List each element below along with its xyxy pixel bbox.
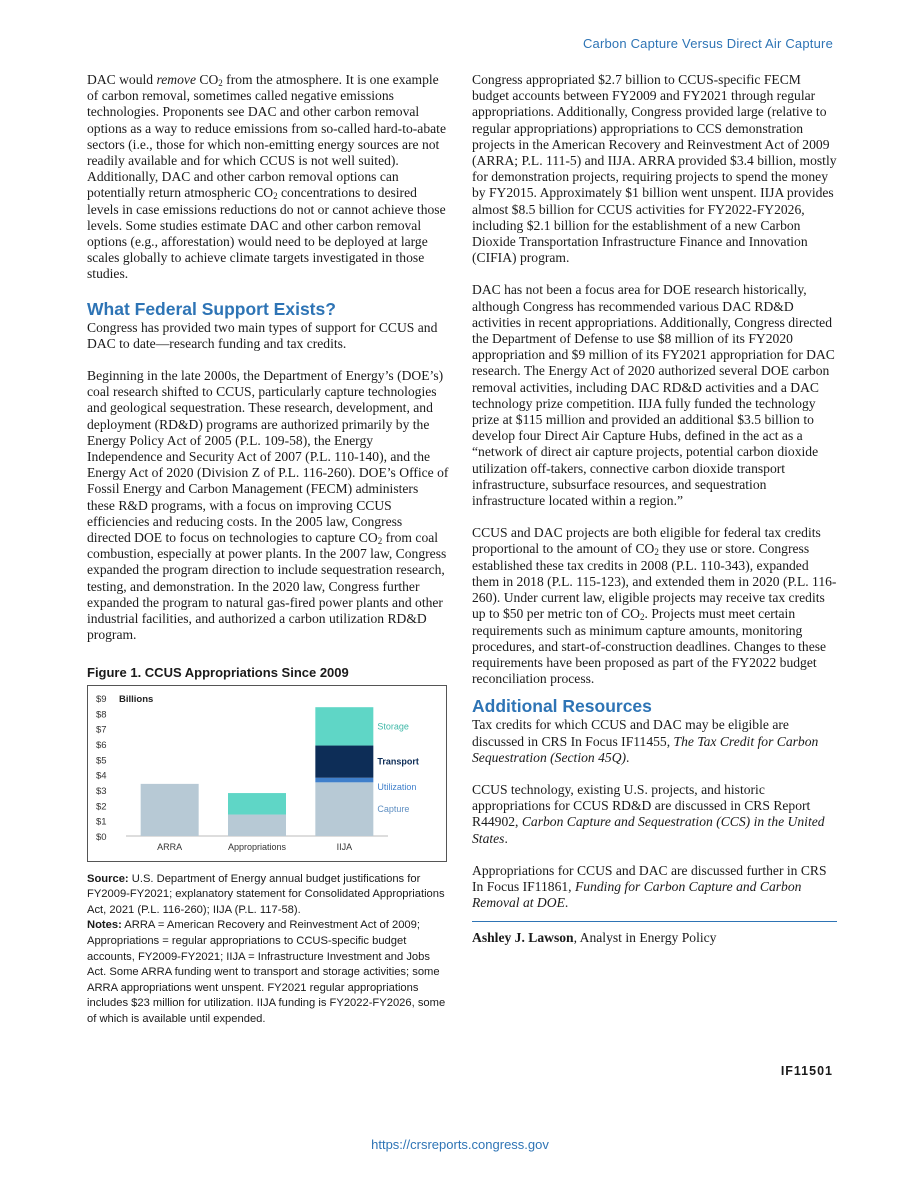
paragraph-appropriations: Congress appropriated $2.7 billion to CCUS-specific FECM budget accounts between FY2009 and FY2021 through regular appropriations. Additionally, Congress provided large (relative to regular appropriations) appropriations to CCS demonstration projects in the American Recovery and Reinvestment Act of 2009 (ARRA; P.L. 111-5) and IIJA. ARRA provided $3.4 billion, mostly for demonstration projects, requiring projects to spend the money by FY2015. Approximately $1 billion went unspent. IIJA provides almost $8.5 billion for CCUS activities for FY2022-FY2026, including $2.1 billion for the establishment of a new Carbon Dioxide Transportation Infrastructure Finance and Innovation (CIFIA) program. <box>472 72 837 266</box>
resource-ccs-report: CCUS technology, existing U.S. projects, and historic appropriations for CCUS RD&D are discussed in CRS Report R44902, Carbon Capture and Sequestration (CCS) in the United States. <box>472 781 825 846</box>
figure-notes <box>87 872 449 1028</box>
y-axis-label: Billions <box>119 693 154 705</box>
bar-capture-iija <box>315 782 373 836</box>
figure-title: Figure 1. CCUS Appropriations Since 2009 <box>87 664 349 680</box>
bar-storage-appropriations <box>228 793 286 814</box>
product-code: IF11501 <box>780 1064 833 1078</box>
y-tick-label: $1 <box>96 816 107 828</box>
bar-storage-iija <box>315 707 373 745</box>
bar-utilization-iija <box>315 777 373 782</box>
y-tick-label: $9 <box>96 693 107 705</box>
paragraph-support-types: Congress has provided two main types of support for CCUS and DAC to date—research funding and tax credits. <box>87 319 438 351</box>
legend-label-utilization: Utilization <box>377 781 417 792</box>
section-heading-federal-support: What Federal Support Exists? <box>87 298 336 319</box>
paragraph-dac-removal: DAC would remove $CO_2$ from the atmosphere. It is one example of carbon removal, sometimes called negative emissions technologies. Proponents see DAC and other carbon removal options as a way to reduce emissions from so-called hard-to-abate sectors (i.e., those for which non-emitting energy sources are not readily available and for which CCUS is not well suited). Additionally, DAC and other carbon removal options can potentially return atmospheric $CO_2$ concentrations to desired levels in case emissions reductions do not or cannot achieve those levels. Some studies estimate DAC and other carbon removal options (e.g., afforestation) would need to be deployed at large scales globally to achieve climate targets investigated in those studies. <box>87 72 446 282</box>
source-note: Source: U.S. Department of Energy annual budget justifications for FY2009-FY2021; explanatory statement for Consolidated Appropriations Act, 2021 (P.L. 116-260); IIJA (P.L. 117-58). <box>87 872 445 916</box>
legend-label-transport: Transport <box>377 756 419 767</box>
footer-url[interactable]: https://crsreports.congress.gov <box>371 1137 549 1152</box>
right-column <box>472 72 837 947</box>
chart-svg <box>88 686 446 861</box>
paragraph-tax-credits: CCUS and DAC projects are both eligible for federal tax credits proportional to the amount of $CO_2$ they use or store. Congress established these tax credits in 2008 (P.L. 110-343), expanded them in 2018 (P.L. 115-123), and extended them in 2020 (P.L. 116-260). Under current law, eligible projects may receive tax credits up to $50 per metric ton of $CO_2$. Projects must meet certain requirements such as minimum capture amounts, monitoring procedures, and start-of-construction deadlines. Changes to these requirements have been proposed as part of the FY2022 budget reconciliation process. <box>472 525 837 687</box>
bar-capture-appropriations <box>228 814 286 835</box>
bar-transport-iija <box>315 745 373 777</box>
y-tick-label: $2 <box>96 801 107 813</box>
y-tick-label: $0 <box>96 831 107 843</box>
paragraph-doe-research: Beginning in the late 2000s, the Department of Energy’s (DOE’s) coal research shifted to CCUS, particularly capture technologies and geological sequestration. These research, development, and deployment (RD&D) programs are authorized primarily by the Energy Policy Act of 2005 (P.L. 109-58), the Energy Independence and Security Act of 2007 (P.L. 110-140), and the Energy Act of 2020 (Division Z of P.L. 116-260). DOE’s Office of Fossil Energy and Carbon Management (FECM) administers these R&D programs, with a focus on improving CCUS efficiencies and reducing costs. In the 2005 law, Congress directed DOE to focus on technologies to capture $CO_2$ from coal combustion, especially at power plants. In the 2007 law, Congress expanded the program direction to include sequestration research, testing, and demonstration. In the 2020 law, Congress further expanded the program to natural gas-fired power plants and other industrial facilities, and authorized a carbon utilization RD&D program. <box>87 368 449 643</box>
section-heading-additional-resources: Additional Resources <box>472 696 652 717</box>
resource-45q: Tax credits for which CCUS and DAC may be eligible are discussed in CRS In Focus IF11455, The Tax Credit for Carbon Sequestration (Section 45Q). <box>472 717 819 765</box>
bar-capture-arra <box>141 784 199 836</box>
legend-label-storage: Storage <box>377 721 409 732</box>
left-column <box>87 72 449 1028</box>
y-tick-label: $5 <box>96 755 107 767</box>
divider-rule <box>472 921 837 922</box>
y-tick-label: $4 <box>96 770 107 782</box>
paragraph-dac-research: DAC has not been a focus area for DOE research historically, although Congress has recommended various DAC RD&D activities in recent appropriations. Additionally, Congress directed the Department of Defense to use $8 million of its FY2020 appropriation and $9 million of its FY2021 appropriation for DAC research. The Energy Act of 2020 authorized several DOE carbon removal activities, including DAC RD&D activities and a DAC technology prize competition. IIJA fully funded the technology prize at $115 million and provided an additional $3.5 billion to develop four Direct Air Capture Hubs, defined in the act as a “network of direct air capture projects, potential carbon dioxide utilization off-takers, connective carbon dioxide transport infrastructure, subsurface resources, and sequestration infrastructure located within a region.” <box>472 282 835 509</box>
x-tick-label: Appropriations <box>227 841 287 852</box>
y-tick-label: $8 <box>96 709 107 721</box>
y-tick-label: $3 <box>96 785 107 797</box>
figure-chart <box>87 685 447 862</box>
x-tick-label: ARRA <box>157 841 183 852</box>
author-line: Ashley J. Lawson, Analyst in Energy Policy <box>472 930 717 946</box>
resource-funding: Appropriations for CCUS and DAC are discussed further in CRS In Focus IF11861, Funding for Carbon Capture and Carbon Removal at DOE. <box>472 862 827 911</box>
x-tick-label: IIJA <box>336 841 353 852</box>
y-tick-label: $7 <box>96 724 107 736</box>
y-tick-label: $6 <box>96 739 107 751</box>
notes-note: Notes: ARRA = American Recovery and Reinvestment Act of 2009; Appropriations = regular appropriations to CCUS-specific budget accounts, FY2009-FY2021; IIJA = Infrastructure Investment and Jobs Act. Some ARRA funding went to transport and storage activities; some ARRA appropriations went unspent. FY2021 regular appropriations includes $23 million for utilization. IIJA funding is FY2022-FY2026, some of which is available until expended. <box>87 919 446 1026</box>
legend-label-capture: Capture <box>377 803 410 814</box>
running-header: Carbon Capture Versus Direct Air Capture <box>582 36 833 51</box>
